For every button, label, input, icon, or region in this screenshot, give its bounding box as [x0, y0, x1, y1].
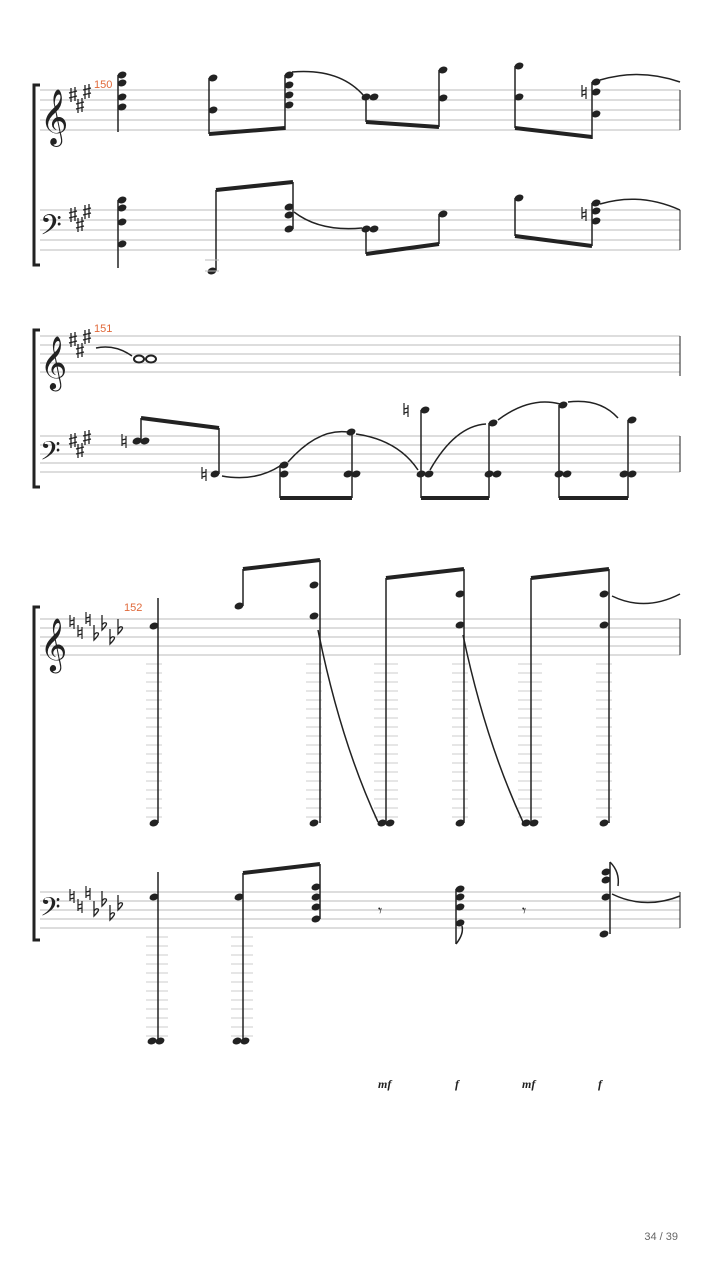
bass-staff	[40, 892, 680, 928]
bass-clef-icon: 𝄢	[40, 891, 61, 929]
treble-staff	[40, 336, 680, 372]
bass-notes	[122, 400, 637, 498]
page-number: 34 / 39	[644, 1231, 678, 1243]
key-signature-sharps	[69, 84, 91, 113]
bass-clef-icon: 𝄢	[40, 435, 61, 473]
eighth-rest-icon: 𝄾	[378, 901, 383, 920]
dynamics	[378, 1077, 603, 1091]
dynamic-marking: mf	[378, 1077, 392, 1091]
ledger-lines-bass	[146, 937, 253, 1036]
measure-number: 151	[94, 323, 113, 335]
system-150	[34, 61, 680, 275]
key-signature-flats-naturals	[70, 886, 123, 920]
eighth-rest-icon: 𝄾	[522, 901, 527, 920]
system-152	[34, 560, 680, 1091]
bass-clef-icon: 𝄢	[40, 209, 62, 249]
treble-clef-icon: 𝄞	[40, 617, 68, 671]
key-signature-sharps	[69, 204, 91, 232]
measure-number: 152	[124, 602, 143, 614]
treble-clef-icon: 𝄞	[40, 89, 69, 145]
dynamic-marking: mf	[522, 1077, 536, 1091]
treble-notes	[149, 560, 680, 828]
bass-notes	[147, 862, 680, 1046]
treble-staff	[40, 90, 680, 130]
ledger-lines	[146, 664, 612, 817]
treble-notes	[96, 347, 156, 363]
treble-staff	[40, 619, 680, 655]
dynamic-marking: f	[455, 1077, 459, 1091]
bass-notes	[117, 182, 680, 276]
treble-clef-icon: 𝄞	[40, 335, 68, 389]
system-151	[34, 323, 680, 498]
measure-number: 150	[94, 79, 113, 91]
dynamic-marking: f	[598, 1077, 602, 1091]
